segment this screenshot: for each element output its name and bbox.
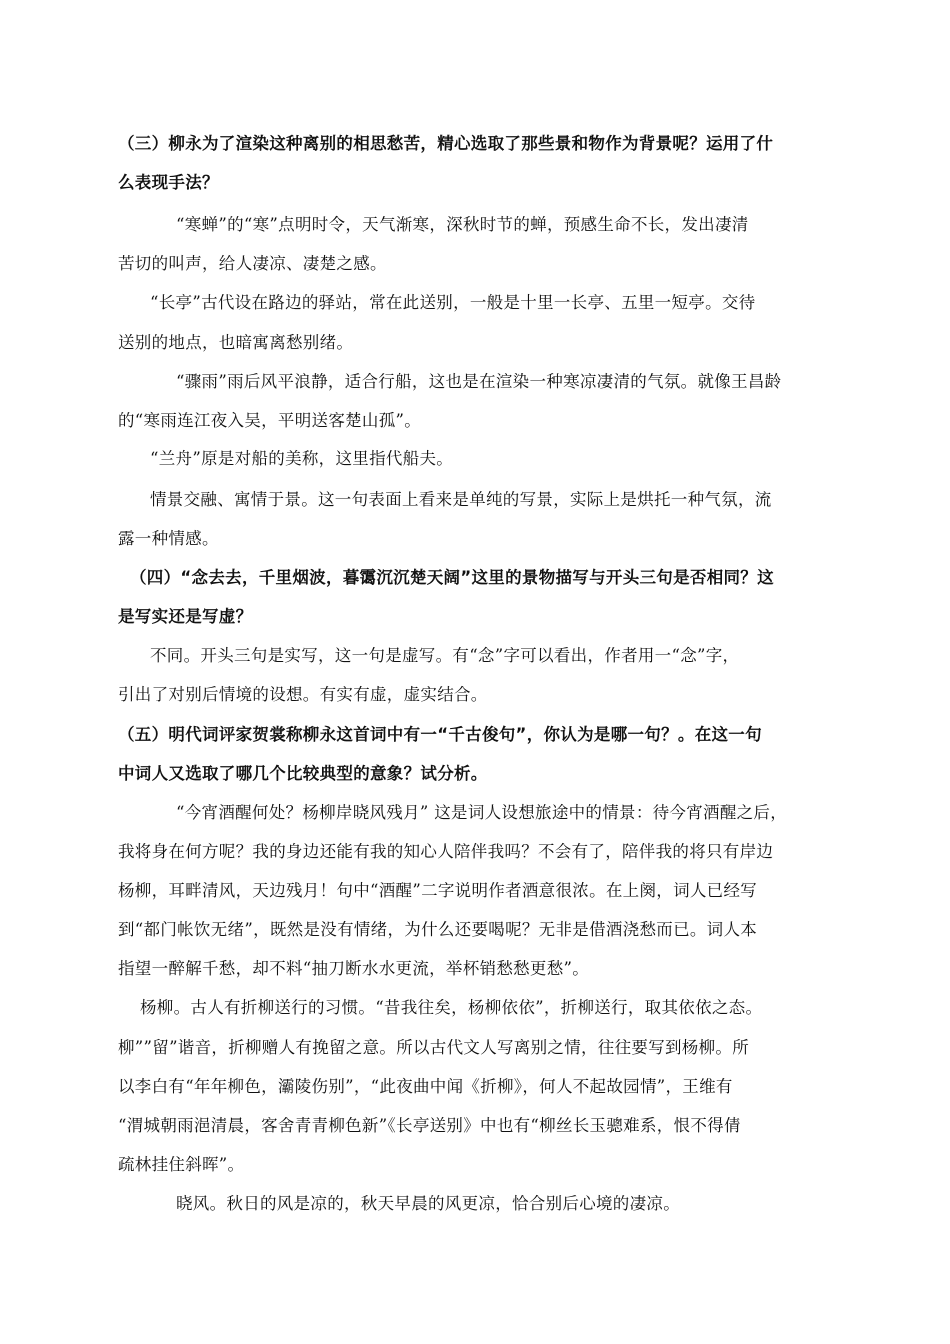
answer-willow-line-1: 杨柳。古人有折柳送行的习惯。“昔我往矣，杨柳依依”，折柳送行，取其依依之态。 [140,998,763,1017]
answer-willow-line-3: 以李白有“年年柳色，灞陵伤别”，“此夜曲中闻《折柳》，何人不起故园情”，王维有 [118,1077,733,1096]
answer-four-line-1: 不同。开头三句是实写，这一句是虚写。有“念”字可以看出，作者用一“念”字， [150,646,740,665]
answer-technique-line-1: 情景交融、寓情于景。这一句表面上看来是单纯的写景，实际上是烘托一种气氛，流 [150,490,772,509]
answer-verse-line-5: 指望一醉解千愁，却不料“抽刀断水水更流，举杯销愁愁更愁”。 [118,959,590,978]
question-three-line-1: （三）柳永为了渲染这种离别的相思愁苦，精心选取了那些景和物作为背景呢？运用了什 [118,134,774,153]
answer-rain-line-1: “骤雨”雨后风平浪静，适合行船，这也是在渲染一种寒凉凄清的气氛。就像王昌龄 [176,372,782,391]
answer-willow-line-2: 柳””留”谐音，折柳赠人有挽留之意。所以古代文人写离别之情，往往要写到杨柳。所 [118,1038,750,1057]
answer-boat-line-1: “兰舟”原是对船的美称，这里指代船夫。 [150,449,454,468]
answer-willow-line-5: 疏林挂住斜晖”。 [118,1155,245,1174]
answer-verse-line-4: 到“都门帐饮无绪”，既然是没有情绪，为什么还要喝呢？无非是借酒浇愁而已。词人本 [118,920,758,939]
answer-pavilion-line-1: “长亭”古代设在路边的驿站，常在此送别，一般是十里一长亭、五里一短亭。交待 [150,293,756,312]
answer-willow-line-4: “渭城朝雨浥清晨，客舍青青柳色新”《长亭送别》中也有“柳丝长玉骢难系，恨不得倩 [118,1116,741,1135]
question-four-line-2: 是写实还是写虚？ [118,607,253,626]
answer-cicada-line-2: 苦切的叫声，给人凄凉、凄楚之感。 [118,254,387,273]
answer-verse-line-3: 杨柳，耳畔清风，天边残月！句中“酒醒”二字说明作者酒意很浓。在上阕，词人已经写 [118,881,758,900]
answer-cicada-line-1: “寒蝉”的“寒”点明时令，天气渐寒，深秋时节的蝉，预感生命不长，发出凄清 [176,215,749,234]
answer-pavilion-line-2: 送别的地点，也暗寓离愁别绪。 [118,333,354,352]
answer-wind-line-1: 晓风。秋日的风是凉的，秋天早晨的风更凉，恰合别后心境的凄凉。 [176,1194,680,1213]
question-five-line-2: 中词人又选取了哪几个比较典型的意象？试分析。 [118,764,488,783]
answer-verse-line-2: 我将身在何方呢？我的身边还能有我的知心人陪伴我吗？不会有了，陪伴我的将只有岸边 [118,842,774,861]
answer-verse-line-1: “今宵酒醒何处？杨柳岸晓风残月” 这是词人设想旅途中的情景：待今宵酒醒之后， [176,803,788,822]
answer-technique-line-2: 露一种情感。 [118,529,219,548]
question-four-line-1: （四）“念去去，千里烟波，暮霭沉沉楚天阔”这里的景物描写与开头三句是否相同？这 [130,568,774,587]
answer-rain-line-2: 的“寒雨连江夜入吴，平明送客楚山孤”。 [118,411,422,430]
question-three-line-2: 么表现手法？ [118,173,219,192]
answer-four-line-2: 引出了对别后情境的设想。有实有虚，虚实结合。 [118,685,488,704]
question-five-line-1: （五）明代词评家贺裳称柳永这首词中有一“千古俊句”，你认为是哪一句？。在这一句 [118,725,762,744]
